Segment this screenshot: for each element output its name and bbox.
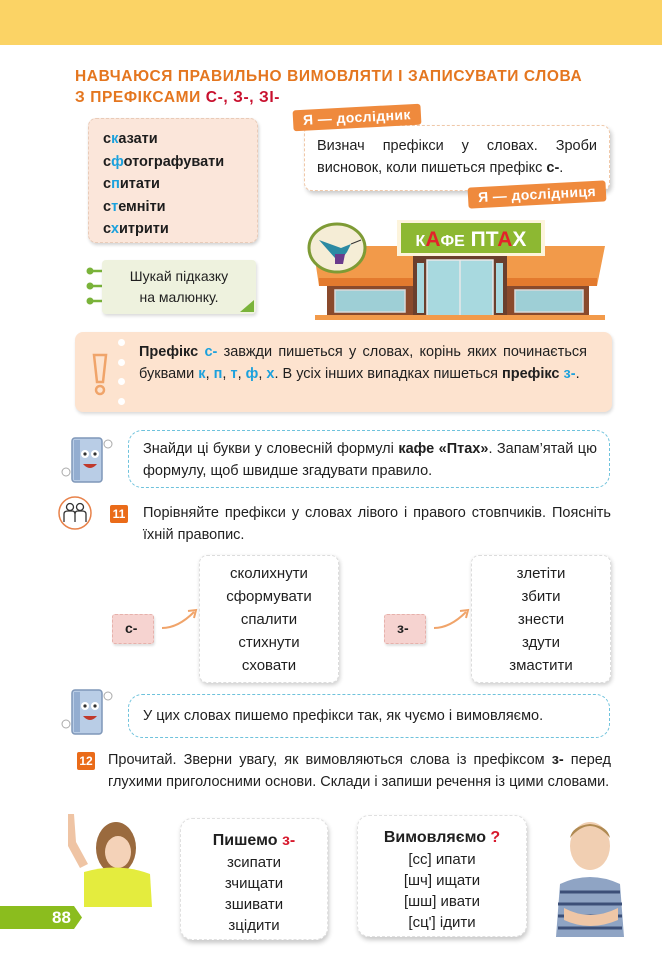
research-task-card: [304, 125, 610, 191]
task-number-badge: 12: [77, 752, 95, 770]
rule-text: Префікс с- завжди пишеться у словах, корінь яких починається буквами к, п, т, ф, х. В усіх інших випадках пишеться префікс з-.: [139, 344, 587, 382]
mascot-speech-bubble: [128, 430, 610, 488]
prefix-tag-s: с-: [112, 614, 154, 644]
write-word: зцідити: [228, 917, 280, 934]
rule-letter: т: [230, 365, 238, 382]
word-highlight-letter: к: [111, 131, 119, 147]
researcher-tag-male: Я — дослідник: [293, 104, 422, 132]
write-word: зшивати: [224, 896, 284, 913]
word-highlight-letter: х: [110, 221, 119, 237]
pronounce-card-title: [358, 826, 526, 849]
word-rest: азати: [118, 131, 158, 147]
prefix-tag-z: з-: [384, 614, 426, 644]
rule-card: [75, 332, 612, 412]
word-highlight-letter: п: [111, 176, 120, 192]
mascot-speech-bubble-2: У цих словах пишемо префікси так, як чуємо і вимовляємо.: [128, 694, 610, 738]
rule-text-1: завжди пишеться у словах, корінь яких починається буквами: [139, 344, 587, 382]
word-highlight-letter: т: [111, 198, 119, 215]
rule-letter: п: [213, 365, 223, 382]
column-word: стихнути: [238, 634, 300, 651]
task-12-prefix: з-: [551, 752, 564, 768]
word-prefix: с: [103, 221, 111, 237]
arrow-icon: [432, 606, 472, 632]
hint-line-2: на малюнку.: [139, 289, 219, 305]
column-word: сформувати: [226, 588, 312, 605]
lesson-heading: [75, 66, 582, 108]
word-highlight-letter: ф: [111, 153, 124, 170]
pronounce-word: [шш] ивати: [403, 893, 480, 910]
research-prefix: с-: [546, 160, 560, 176]
write-title-prefix: з-: [281, 832, 296, 849]
bubble-text: Знайди ці букви у словесній формулі: [143, 441, 399, 457]
cafe-ptah-illustration: [305, 218, 615, 323]
column-word: спалити: [240, 611, 298, 628]
word-prefix: с: [103, 198, 112, 215]
rule-period: .: [575, 365, 580, 382]
write-word: зсипати: [227, 854, 281, 871]
column-word: збити: [521, 588, 561, 605]
column-word: сховати: [241, 657, 297, 674]
say-title-text: Вимовляємо: [383, 829, 491, 846]
word-rest: отографувати: [123, 153, 225, 170]
words-column-left: [199, 555, 339, 683]
researcher-tag-female: Я — дослідниця: [468, 180, 607, 208]
arrow-icon: [160, 606, 200, 632]
rule-dots-decoration: [118, 339, 128, 409]
book-mascot-icon: [58, 432, 118, 494]
rule-bold-2: префікс: [501, 365, 560, 382]
rule-letter: х: [266, 365, 275, 382]
words-column-right: [471, 555, 611, 683]
task-12-text-start: Прочитай. Зверни увагу, як вимовляються слова із префіксом: [108, 752, 552, 768]
write-word: зчищати: [224, 875, 284, 892]
pronounce-word: [сс] ипати: [408, 851, 476, 868]
research-period: .: [559, 160, 564, 176]
task-number-badge: 11: [110, 505, 128, 523]
column-word: сколихнути: [230, 565, 308, 582]
rule-letter: к: [198, 365, 206, 382]
exclamation-icon: [89, 352, 111, 396]
example-words-card: [88, 118, 258, 243]
hint-corner-fold: [240, 300, 254, 312]
rule-bold-1: Префікс: [139, 344, 199, 360]
hint-card: [102, 260, 256, 314]
rule-prefix-z: з-: [563, 365, 576, 382]
word-rest: итати: [119, 176, 160, 192]
task-12-text-end: перед глухими приголосними основи. Склади і запиши речення із цими словами.: [108, 752, 611, 790]
example-word: [103, 128, 257, 151]
page-number: 88: [52, 908, 71, 927]
page-number-tab: [0, 906, 82, 929]
word-prefix: с: [103, 153, 112, 170]
heading-line-2: [75, 87, 582, 108]
task-12-text: [108, 749, 611, 793]
svg-text:КАФЕ ПТАХ: КАФЕ ПТАХ: [415, 228, 527, 251]
say-title-question: ?: [490, 829, 501, 846]
research-text: Визнач префікси у словах. Зроби висновок, коли пишеться префікс: [317, 138, 597, 176]
rule-prefix-s: с-: [204, 344, 218, 360]
task-11-text: Порівняйте префікси у словах лівого і правого стовпчиків. Поясніть їхній правопис.: [143, 505, 611, 543]
column-word: знести: [517, 611, 565, 628]
rule-text-2: . В усіх інших випадках пишеться: [274, 365, 502, 382]
hint-line-1: Шукай підказку: [129, 268, 229, 284]
boy-photo: [550, 812, 630, 937]
header-band: [0, 0, 662, 45]
heading-prefixes: С-, З-, ЗІ-: [205, 89, 281, 106]
book-mascot-icon: [58, 684, 118, 746]
pair-work-icon: [58, 496, 92, 530]
column-word: здути: [521, 634, 561, 651]
write-card: [180, 818, 328, 940]
word-prefix: с: [103, 131, 112, 147]
heading-prefix-text: З ПРЕФІКСАМИ: [75, 89, 206, 106]
column-word: злетіти: [516, 565, 566, 582]
column-word: змастити: [509, 657, 573, 674]
example-word: [103, 173, 257, 196]
example-word: [103, 151, 257, 174]
bubble-formula: кафе «Птах»: [398, 441, 489, 457]
write-title-text: Пишемо: [212, 832, 282, 849]
example-word: [103, 196, 257, 219]
girl-photo: [40, 812, 165, 907]
pronounce-card: [357, 815, 527, 937]
word-prefix: с: [103, 176, 112, 192]
word-rest: итрити: [118, 221, 169, 237]
rule-letter: ф: [245, 365, 259, 382]
pronounce-word: [шч] ищати: [403, 872, 481, 889]
example-word: [103, 218, 257, 241]
word-rest: емніти: [118, 198, 166, 215]
write-card-title: [181, 829, 327, 852]
heading-line-1: НАВЧАЮСЯ ПРАВИЛЬНО ВИМОВЛЯТИ І ЗАПИСУВАТИ СЛОВА: [75, 68, 583, 85]
pronounce-word: [сц'] ідити: [408, 914, 476, 931]
bubble-text-2: . Запам’ятай цю формулу, щоб швидше згадувати правило.: [143, 441, 597, 479]
